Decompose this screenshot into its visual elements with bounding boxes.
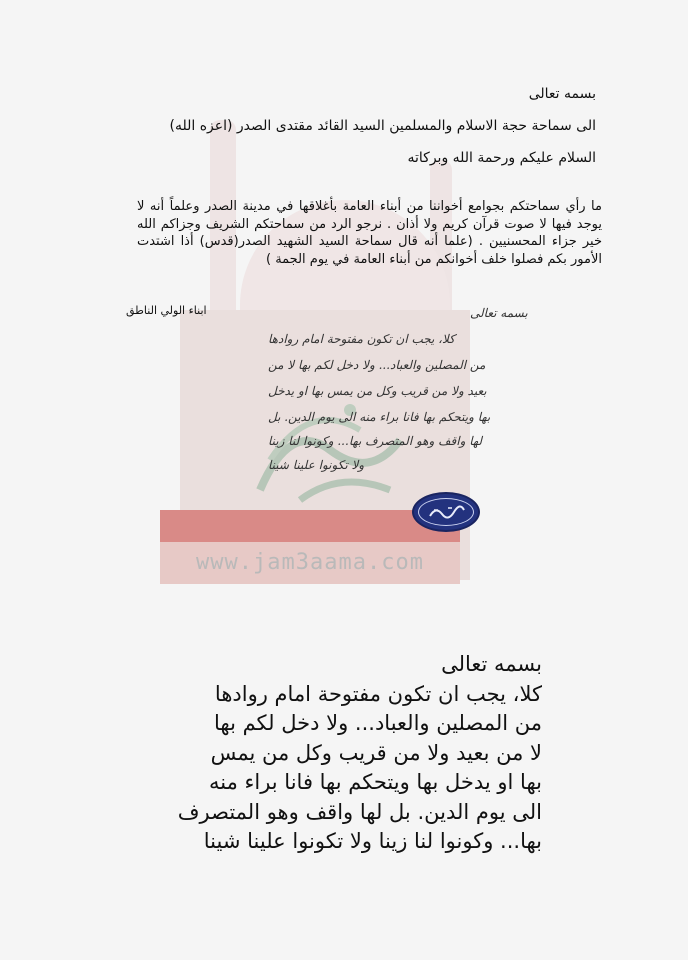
handwritten-line: بها ويتحكم بها فانا براء منه الى يوم الدين. بل [268,410,491,424]
transcription-line: كلا، يجب ان تكون مفتوحة امام روادها [214,681,542,706]
transcription-line: لا من بعيد ولا من قريب وكل من يمس [210,740,542,765]
handwritten-line: من المصلين والعباد... ولا دخل لكم بها لا من [268,358,486,372]
transcription-line: بسمه تعالى [441,652,542,676]
letter-signature: ابناء الولي الناطق [126,304,207,317]
letter-address: الى سماحة حجة الاسلام والمسلمين السيد القائد مقتدى الصدر (اعزه الله) [169,118,596,134]
watermark-url: www.jam3aama.com [160,542,460,584]
transcription-block [177,650,542,857]
official-seal-stamp [412,492,480,532]
letter-heading: بسمه تعالى [528,86,596,102]
transcription-line: بها... وكونوا لنا زينا ولا تكونوا علينا شينا [203,829,542,853]
handwritten-line: بسمه تعالى [470,306,528,320]
letter-body: ما رأي سماحتكم بجوامع أخواننا من أبناء العامة بأغلاقها في مدينة الصدر وعلماً أنه لا يوجد فيها لا صوت قرآن كريم ولا أذان . نرجو الرد من سماحتكم الشريف وجزاكم الله خير جزاء المحسنيين . (علما أنه قال سماحة السيد الشهيد الصدر(قدس) أذا اشتدت الأمور بكم فصلوا خلف أخوانكم من أبناء العامة في يوم الجمة ) [137,199,602,267]
transcription-line: من المصلين والعباد... ولا دخل لكم بها [213,711,542,735]
letter-greeting: السلام عليكم ورحمة الله وبركاته [407,150,596,166]
watermark-calligraphy-icon [240,380,420,520]
handwritten-line: بعيد ولا من قريب وكل من يمس بها او يدخل [268,384,487,398]
handwritten-line: كلا، يجب ان تكون مفتوحة امام روادها [268,332,455,346]
handwritten-line: ولا تكونوا علينا شينا [268,458,365,472]
transcription-line: الى يوم الدين. بل لها واقف وهو المتصرف [177,799,542,824]
seal-calligraphy-icon [428,504,466,520]
transcription-line: بها او يدخل بها ويتحكم بها فانا براء منه [208,770,542,794]
handwritten-line: لها واقف وهو المتصرف بها... وكونوا لنا زينا [268,434,483,448]
